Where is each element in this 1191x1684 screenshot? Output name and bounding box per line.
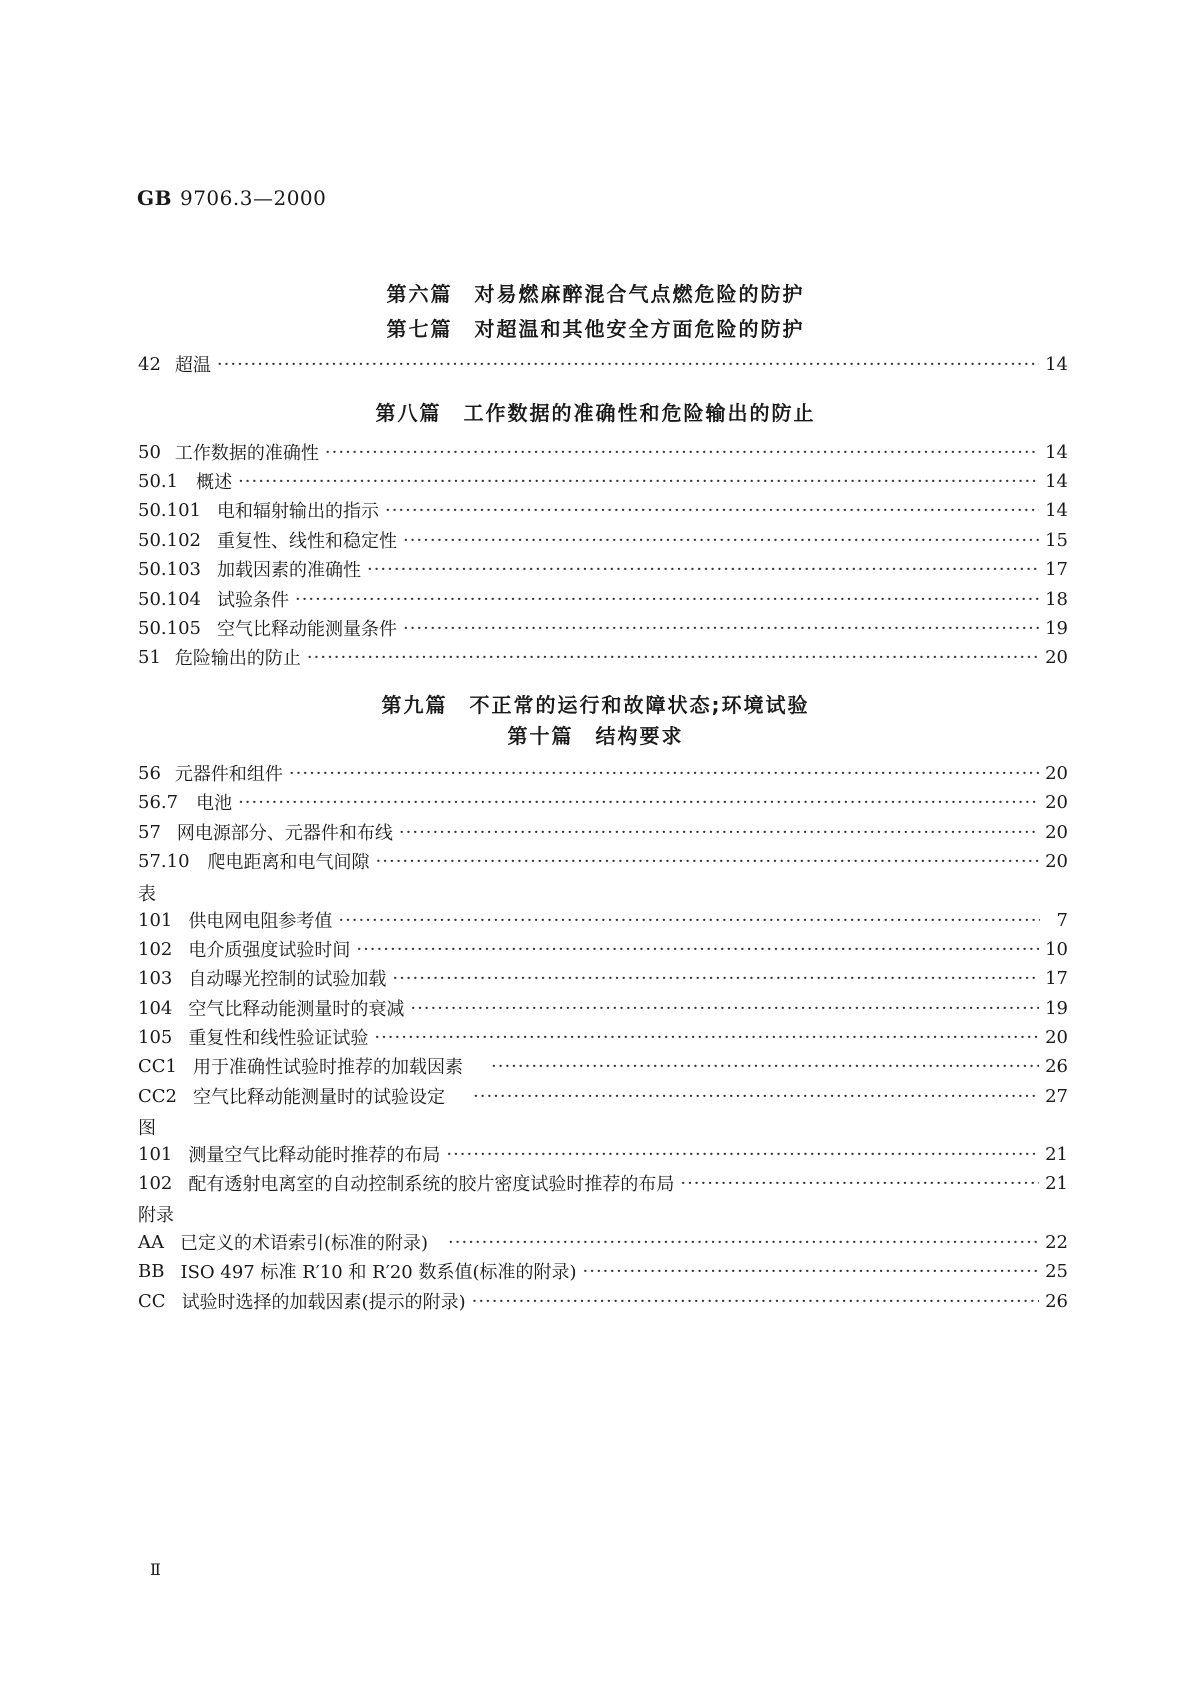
toc-entry[interactable] <box>138 1050 1068 1082</box>
toc-entry-number: 50 <box>138 441 161 463</box>
toc-entry-page: 19 <box>1045 997 1068 1019</box>
leader-dots <box>238 471 1039 492</box>
toc-entry-page: 14 <box>1045 470 1068 492</box>
toc-entry-number: 51 <box>138 646 161 668</box>
toc-entry[interactable] <box>138 1255 1068 1287</box>
toc-entry-page: 7 <box>1056 909 1068 931</box>
toc-entry-title: 空气比释动能测量时的试验设定 <box>193 1087 445 1108</box>
toc-entry-number: 50.1 <box>138 470 179 492</box>
toc-entry[interactable] <box>138 1226 1068 1258</box>
leader-dots <box>289 763 1039 784</box>
toc-entry-number: 101 <box>138 1143 173 1165</box>
annexes-section-label: 附录 <box>138 1205 174 1226</box>
leader-dots <box>403 618 1039 639</box>
toc-entry-page: 21 <box>1045 1143 1068 1165</box>
toc-entry-number: 56 <box>138 762 161 784</box>
toc-entry-page: 19 <box>1045 617 1068 639</box>
toc-entry-number: 104 <box>138 997 173 1019</box>
toc-entry-number: 102 <box>138 938 173 960</box>
leader-dots <box>238 792 1039 813</box>
toc-entry-title: 爬电距离和电气间隙 <box>207 852 370 873</box>
toc-entry-page: 20 <box>1045 791 1068 813</box>
toc-entry-page: 26 <box>1045 1055 1068 1077</box>
toc-entry-page: 22 <box>1045 1231 1068 1253</box>
toc-entry-title: 空气比释动能测量条件 <box>216 619 397 640</box>
toc-entry[interactable] <box>138 757 1068 789</box>
leader-dots <box>399 822 1039 843</box>
leader-dots <box>385 500 1039 521</box>
toc-entry-title: 电和辐射输出的指示 <box>216 501 379 522</box>
leader-dots <box>448 1232 1039 1253</box>
toc-entry[interactable] <box>138 1167 1068 1199</box>
toc-entry[interactable] <box>138 962 1068 994</box>
toc-entry-title: 已定义的术语索引(标准的附录) <box>180 1233 429 1254</box>
toc-entry-number: AA <box>138 1231 164 1253</box>
toc-entry[interactable] <box>138 1138 1068 1170</box>
leader-dots <box>472 1291 1040 1312</box>
toc-entry-number: CC1 <box>138 1055 177 1077</box>
leader-dots <box>356 939 1039 960</box>
toc-entry-title: 电池 <box>196 793 233 814</box>
toc-entry-title: 供电网电阻参考值 <box>188 911 333 932</box>
toc-entry-page: 14 <box>1045 353 1068 375</box>
toc-entry-number: 102 <box>138 1172 173 1194</box>
toc-entry-number: CC2 <box>138 1085 177 1107</box>
toc-entry-number: 50.104 <box>138 588 201 610</box>
toc-entry-title: 超温 <box>174 355 211 376</box>
toc-entry-title: 电介质强度试验时间 <box>188 940 351 961</box>
toc-entry-title: 测量空气比释动能时推荐的布局 <box>188 1145 441 1166</box>
toc-entry-number: 56.7 <box>138 791 179 813</box>
toc-entry-title: 试验时选择的加载因素(提示的附录) <box>181 1292 466 1313</box>
toc-entry[interactable] <box>138 904 1068 936</box>
toc-entry[interactable] <box>138 553 1068 585</box>
toc-entry-page: 20 <box>1045 762 1068 784</box>
figures-section-label: 图 <box>138 1118 156 1139</box>
toc-entry-title: 用于准确性试验时推荐的加载因素 <box>193 1057 463 1078</box>
toc-entry-number: 50.102 <box>138 529 201 551</box>
toc-entry-title: 空气比释动能测量时的衰减 <box>188 999 405 1020</box>
toc-entry[interactable] <box>138 465 1068 497</box>
toc-entry[interactable] <box>138 992 1068 1024</box>
toc-entry[interactable] <box>138 641 1068 673</box>
toc-entry-title: 重复性、线性和稳定性 <box>216 531 397 552</box>
leader-dots <box>376 851 1040 872</box>
leader-dots <box>325 442 1039 463</box>
leader-dots <box>338 910 1040 931</box>
toc-entry[interactable] <box>138 1285 1068 1317</box>
toc-entry-title: 自动曝光控制的试验加载 <box>188 969 387 990</box>
toc-entry-number: 103 <box>138 967 173 989</box>
leader-dots <box>392 968 1039 989</box>
leader-dots <box>367 559 1039 580</box>
toc-entry-page: 17 <box>1045 967 1068 989</box>
toc-entry-number: 57.10 <box>138 850 190 872</box>
toc-entry-page: 14 <box>1045 499 1068 521</box>
toc-entry-title: 重复性和线性验证试验 <box>188 1028 369 1049</box>
toc-entry-title: 危险输出的防止 <box>174 648 301 669</box>
part-7-heading: 第七篇 对超温和其他安全方面危险的防护 <box>386 317 805 341</box>
toc-entry-page: 25 <box>1045 1260 1068 1282</box>
toc-entry-page: 20 <box>1045 646 1068 668</box>
leader-dots <box>307 647 1039 668</box>
toc-entry-title: 工作数据的准确性 <box>174 443 319 464</box>
toc-entry[interactable] <box>138 1080 1068 1112</box>
toc-entry-page: 20 <box>1045 821 1068 843</box>
toc-entry-page: 20 <box>1045 850 1068 872</box>
leader-dots <box>217 354 1039 375</box>
leader-dots <box>403 530 1039 551</box>
toc-entry-title: 试验条件 <box>216 590 289 611</box>
toc-entry[interactable] <box>138 1021 1068 1053</box>
part-6-heading: 第六篇 对易燃麻醉混合气点燃危险的防护 <box>386 282 805 306</box>
toc-entry-page: 10 <box>1045 938 1068 960</box>
standard-code: 9706.3—2000 <box>179 186 327 210</box>
page-folio: Ⅱ <box>150 1560 161 1579</box>
part-8-heading: 第八篇 工作数据的准确性和危险输出的防止 <box>375 401 816 425</box>
toc-entry-number: 50.105 <box>138 617 201 639</box>
leader-dots <box>491 1056 1039 1077</box>
toc-entry[interactable] <box>138 524 1068 556</box>
toc-entry[interactable] <box>138 612 1068 644</box>
tables-section-label: 表 <box>138 884 156 905</box>
toc-entry-title: 加载因素的准确性 <box>216 560 361 581</box>
toc-entry-title: ISO 497 标准 R′10 和 R′20 数系值(标准的附录) <box>180 1262 577 1283</box>
toc-entry[interactable] <box>138 845 1068 877</box>
toc-entry-page: 14 <box>1045 441 1068 463</box>
toc-entry-number: 105 <box>138 1026 173 1048</box>
toc-entry-page: 17 <box>1045 558 1068 580</box>
toc-entry[interactable] <box>138 786 1068 818</box>
toc-entry[interactable] <box>138 436 1068 468</box>
toc-entry-page: 15 <box>1045 529 1068 551</box>
toc-entry-number: BB <box>138 1260 165 1282</box>
leader-dots <box>680 1173 1039 1194</box>
toc-entry[interactable] <box>138 494 1068 526</box>
toc-entry[interactable] <box>138 816 1068 848</box>
standard-number <box>137 186 326 210</box>
leader-dots <box>295 589 1039 610</box>
standard-prefix: GB <box>137 186 172 210</box>
toc-entry-number: 42 <box>138 353 161 375</box>
toc-entry-page: 20 <box>1045 1026 1068 1048</box>
toc-entry[interactable] <box>138 933 1068 965</box>
leader-dots <box>446 1144 1039 1165</box>
leader-dots <box>583 1261 1040 1282</box>
toc-entry-title: 元器件和组件 <box>174 764 283 785</box>
toc-entry-number: 101 <box>138 909 173 931</box>
toc-entry-page: 18 <box>1045 588 1068 610</box>
toc-entry-number: 50.101 <box>138 499 201 521</box>
toc-entry-title: 配有透射电离室的自动控制系统的胶片密度试验时推荐的布局 <box>188 1174 675 1195</box>
part-10-heading: 第十篇 结构要求 <box>507 724 684 748</box>
toc-entry[interactable] <box>138 348 1068 380</box>
toc-entry-page: 27 <box>1045 1085 1068 1107</box>
leader-dots <box>473 1086 1039 1107</box>
toc-entry-title: 网电源部分、元器件和布线 <box>176 823 393 844</box>
toc-entry-number: CC <box>138 1290 166 1312</box>
toc-entry-page: 21 <box>1045 1172 1068 1194</box>
part-9-heading: 第九篇 不正常的运行和故障状态;环境试验 <box>381 693 810 717</box>
leader-dots <box>410 998 1039 1019</box>
toc-entry[interactable] <box>138 583 1068 615</box>
toc-entry-number: 57 <box>138 821 161 843</box>
leader-dots <box>374 1027 1039 1048</box>
toc-entry-title: 概述 <box>196 472 233 493</box>
toc-entry-page: 26 <box>1045 1290 1068 1312</box>
toc-entry-number: 50.103 <box>138 558 201 580</box>
